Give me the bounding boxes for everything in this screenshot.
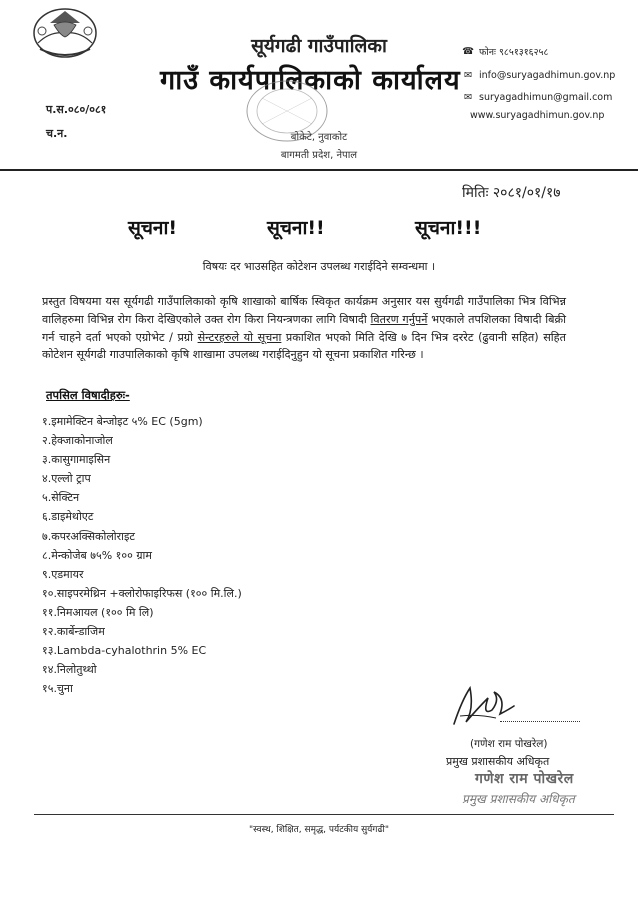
pesticide-list-title: तपसिल विषादीहरुः- xyxy=(46,388,130,402)
header-divider xyxy=(0,169,638,171)
mail-icon: ✉ xyxy=(464,92,472,103)
list-item: ७.कपरअक्सिकोलोराइट xyxy=(42,529,135,543)
list-item: ११.निमआयल (१०० मि लि) xyxy=(42,605,154,619)
list-item: १०.साइपरमेथ्रिन +क्लोरोफाइरिफस (१०० मि.लि.) xyxy=(42,586,242,600)
list-item: १३.Lambda-cyhalothrin 5% EC xyxy=(42,644,207,658)
email-contact-2: ✉ suryagadhimun@gmail.com xyxy=(462,92,612,103)
address-line-1: बोकेटे, नुवाकोट xyxy=(290,132,348,143)
address-line-2: बागमती प्रदेश, नेपाल xyxy=(280,150,358,161)
subject-line: विषयः दर भाउसहित कोटेशन उपलब्ध गराईदिने सम्वन्धमा । xyxy=(202,260,436,273)
footer-motto: "स्वस्थ, शिक्षित, समृद्ध, पर्यटकीय सुर्यगढी" xyxy=(248,825,389,835)
municipality-name: सूर्यगढी गाउँपालिका xyxy=(251,35,387,57)
list-item: ८.मेन्कोजेब ७५% १०० ग्राम xyxy=(42,548,152,562)
signatory-stamp-name: गणेश राम पोखरेल xyxy=(475,771,574,787)
list-item: ५.सेक्टिन xyxy=(42,491,80,505)
list-item: ४.एल्लो ट्राप xyxy=(42,472,91,486)
office-name: गाउँ कार्यपालिकाको कार्यालय xyxy=(160,65,461,96)
list-item: १.इमामेक्टिन बेन्जोइट ५% EC (5gm) xyxy=(42,415,203,428)
telephone-icon: ☎ xyxy=(462,46,474,57)
signature-line xyxy=(500,721,580,722)
handwritten-signature-icon xyxy=(448,680,518,732)
list-item: १५.चुना xyxy=(42,682,73,696)
list-item: ३.कासुगामाइसिन xyxy=(42,453,111,467)
phone-contact: ☎ फोनः ९८५१३१६२५८ xyxy=(462,46,549,58)
email-contact-1: ✉ info@suryagadhimun.gov.np xyxy=(462,70,615,81)
document-date: मितिः २०८१/०१/१७ xyxy=(462,185,561,201)
mail-icon: ✉ xyxy=(464,70,472,81)
pesticide-list xyxy=(42,412,242,698)
website-contact: www.suryagadhimun.gov.np xyxy=(470,110,605,121)
footer-divider xyxy=(34,814,614,815)
list-item: २.हेक्जाकोनाजोल xyxy=(42,434,113,448)
notice-heading-3: सूचना!!! xyxy=(415,217,482,239)
list-item: १२.कार्बेन्डाजिम xyxy=(42,625,105,639)
list-item: ९.एडमायर xyxy=(42,567,84,581)
signatory-name: (गणेश राम पोखरेल) xyxy=(470,738,548,750)
dispatch-number: च.न. xyxy=(46,127,68,140)
body-paragraph: प्रस्तुत विषयमा यस सूर्यगढी गाउँपालिकाको कृषि शाखाको बार्षिक स्विकृत कार्यक्रम अनुसार यस सुर्यगढी गाउँपालिका भित्र विभिन्न वालिहरुमा विभिन्न रोग किरा देखिएकोले उक्त रोग किरा नियन्त्रणका लागि विषादी वितरण गर्नुपर्ने भएकाले तपशिलका विषादी बिक्री गर्न चाहने दर्ता भएको एग्रोभेट / प्रग्रो सेन्टरहरुले यो सूचना प्रकाशित भएको मिति देखि ७ दिन भित्र दररेट (ढुवानी सहित) सहित कोटेशन सूर्यगढी गाउपालिकाको कृषि शाखामा उपलब्ध गराईदिनुहुन यो सूचना प्रकाशित गरिन्छ । xyxy=(42,295,566,362)
signatory-title: प्रमुख प्रशासकीय अधिकृत xyxy=(446,755,550,768)
reference-number: प.स.०८०/०८१ xyxy=(46,103,107,116)
notice-heading-2: सूचना!! xyxy=(267,217,325,239)
signatory-stamp-title: प्रमुख प्रशासकीय अधिकृत xyxy=(462,792,575,806)
list-item: ६.डाइमेथोएट xyxy=(42,510,94,524)
notice-heading-1: सूचना! xyxy=(128,217,178,239)
list-item: १४.निलोतुथ्थो xyxy=(42,663,97,677)
